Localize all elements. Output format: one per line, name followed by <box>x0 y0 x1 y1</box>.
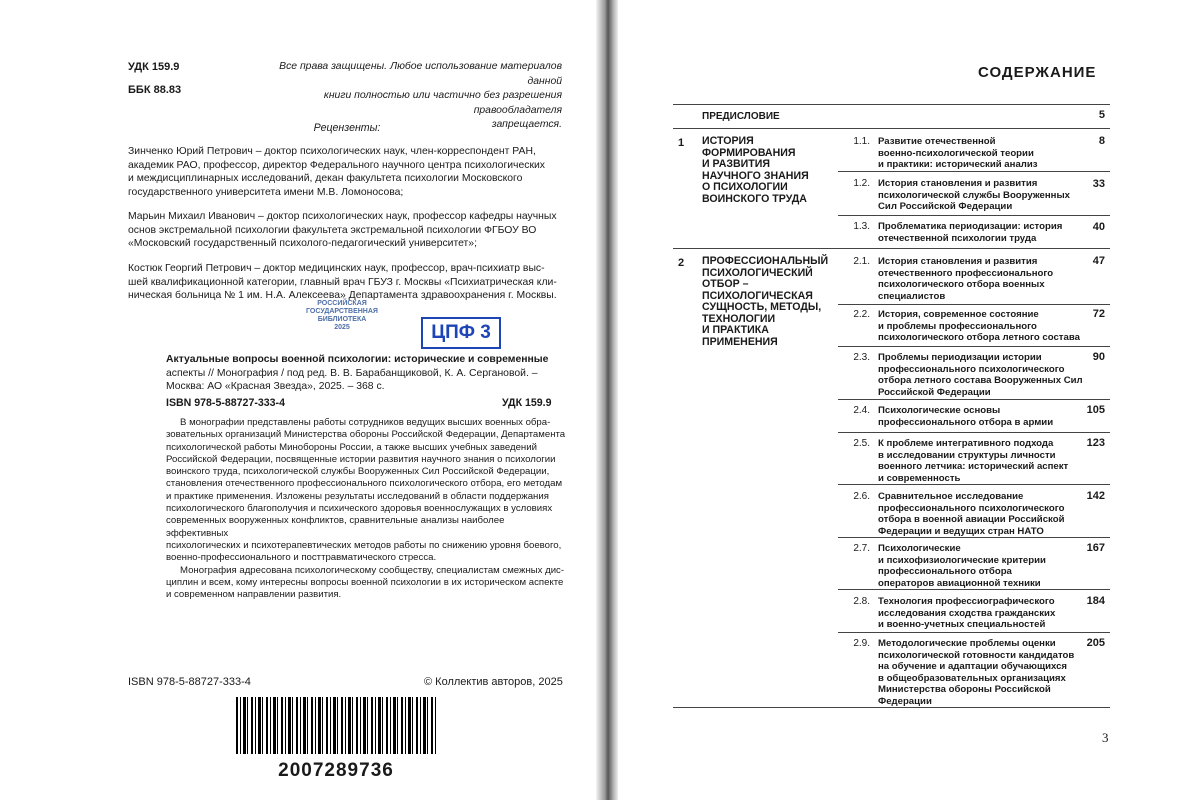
section-2-6-number: 2.6. <box>853 491 870 502</box>
cpf-stamp: ЦПФ 3 <box>421 317 501 349</box>
isbn-bold: ISBN 978-5-88727-333-4 <box>166 397 285 409</box>
reviewers-heading: Рецензенты: <box>313 122 381 134</box>
section-1-3-number: 1.3. <box>853 221 870 232</box>
section-2-7-page: 167 <box>1086 542 1105 554</box>
section-2-2-title: История, современное состояние и проблемы профессионального психологического отбора летного состава <box>878 309 1080 343</box>
rule-after-chapter-1 <box>673 248 1110 249</box>
section-1-1-number: 1.1. <box>853 136 870 147</box>
toc-bottom-rule <box>673 707 1110 708</box>
section-2-2-number: 2.2. <box>853 309 870 320</box>
bibliographic-record: Актуальные вопросы военной психологии: исторические и современные аспекты // Монография / под ред. В. В. Барабанщиковой, К. А. Сергановой. – Москва: АО «Красная Звезда», 2025. – 368 с. <box>166 354 549 393</box>
rule-after-preface <box>673 128 1110 129</box>
book-spine-gutter <box>596 0 618 800</box>
section-2-9-title: Методологические проблемы оценки психологической готовности кандидатов на обучение и адаптации обучающихся в общеобразовательных организациях Министерства обороны Российской Федерации <box>878 638 1075 707</box>
right-page <box>618 0 1138 800</box>
section-2-5-number: 2.5. <box>853 438 870 449</box>
section-1-3-page: 40 <box>1092 221 1105 233</box>
section-2-3-page: 90 <box>1092 351 1105 363</box>
section-2-6-page: 142 <box>1086 490 1105 502</box>
chapter-2-number: 2 <box>678 257 685 269</box>
rule-2-6 <box>838 537 1110 538</box>
rule-2-5 <box>838 484 1110 485</box>
rule-2-7 <box>838 589 1110 590</box>
rule-2-8 <box>838 632 1110 633</box>
library-stamp: РОССИЙСКАЯ ГОСУДАРСТВЕННАЯ БИБЛИОТЕКА 2025 <box>306 300 378 331</box>
toc-heading: СОДЕРЖАНИЕ <box>978 64 1097 81</box>
section-2-1-number: 2.1. <box>853 256 870 267</box>
isbn-footer: ISBN 978-5-88727-333-4 <box>128 676 251 688</box>
section-1-1-title: Развитие отечественной военно-психологической теории и практики: исторический анализ <box>878 136 1038 170</box>
copyright-footer: © Коллектив авторов, 2025 <box>424 676 563 688</box>
section-2-2-page: 72 <box>1092 308 1105 320</box>
barcode <box>236 697 436 754</box>
section-1-2-title: История становления и развития психологической службы Вооруженных Сил Российской Федерации <box>878 178 1070 212</box>
toc-preface-page: 5 <box>1098 109 1105 121</box>
reviewer-kostyuk: Костюк Георгий Петрович – доктор медицинских наук, профессор, врач-психиатр выс- шей квалификационной категории, главный врач ГБУЗ г. Москвы «Психиатрическая кли- ническая больница № 1 им. Н.А. Алексеева» Департамента здравоохранения г. Москвы. <box>128 263 557 302</box>
section-2-8-page: 184 <box>1086 595 1105 607</box>
section-2-6-title: Сравнительное исследование профессионального психологического отбора в военной авиации Российской Федерации и ведущих стран НАТО <box>878 491 1065 537</box>
section-2-3-number: 2.3. <box>853 352 870 363</box>
section-2-8-number: 2.8. <box>853 596 870 607</box>
section-1-2-number: 1.2. <box>853 178 870 189</box>
section-2-5-page: 123 <box>1086 437 1105 449</box>
reviewer-zinchenko: Зинченко Юрий Петрович – доктор психологических наук, член-корреспондент РАН, академик РАО, профессор, директор Федерального научного центра психологических и междисциплинарных исследований, декан факультета психологии Московского государственного университета имени М.В. Ломоносова; <box>128 146 545 198</box>
chapter-2-title: ПРОФЕССИОНАЛЬНЫЙ ПСИХОЛОГИЧЕСКИЙ ОТБОР – ПСИХОЛОГИЧЕСКАЯ СУЩНОСТЬ, МЕТОДЫ, ТЕХНОЛОГИИ И ПРАКТИКА ПРИМЕНЕНИЯ <box>702 255 829 348</box>
section-1-1-page: 8 <box>1098 135 1105 147</box>
toc-top-rule <box>673 104 1110 105</box>
abstract: В монографии представлены работы сотрудников ведущих высших военных обра- зовательных организаций Министерства обороны Российской Федерации, Департамента психологической работы Минобороны России, а также высших учебных заведений Российской Федерации, посвященные истории развития научного знания о психологии воинского труда, психологической службы Вооруженных Сил Российской Федерации, становления отечественного профессионального психологического отбора, его методам и практике применения. Изложены результаты исследований в области поддержания психологического благополучия и психического здоровья военнослужащих в условиях современных вооруженных конфликтов, сравнительные анализы наиболее эффективных психологических и психотерапевтических методов работы по снижению уровня боевого, военно-профессионального и посттравматического стресса. Монография адресована психологическому сообществу, специалистам смежных дис- циплин и всем, кому интересны вопросы военной психологии в их историческом аспекте и современном направлении развития. <box>166 417 566 601</box>
udk-right: УДК 159.9 <box>502 397 552 409</box>
chapter-1-title: ИСТОРИЯ ФОРМИРОВАНИЯ И РАЗВИТИЯ НАУЧНОГО ЗНАНИЯ О ПСИХОЛОГИИ ВОИНСКОГО ТРУДА <box>702 135 809 205</box>
reviewer-maryin: Марьин Михаил Иванович – доктор психологических наук, профессор кафедры научных основ экстремальной психологии факультета экстремальной психологии ФГБОУ ВО «Московский государственный психолого-педагогический университет»; <box>128 211 557 250</box>
barcode-number: 2007289736 <box>278 760 394 781</box>
rule-2-3 <box>838 399 1110 400</box>
chapter-1-number: 1 <box>678 137 685 149</box>
copyright-notice: Все права защищены. Любое использование материалов данной книги полностью или частично без разрешения правообладателя запрещается. <box>279 61 562 130</box>
section-2-8-title: Технология профессиографического исследования сходства гражданских и военно-учетных специальностей <box>878 596 1056 630</box>
section-2-5-title: К проблеме интегративного подхода в исследовании структуры личности военного летчика: исторический аспект и современность <box>878 438 1069 484</box>
section-2-3-title: Проблемы периодизации истории профессионального психологического отбора летного состава Вооруженных Сил Российской Федерации <box>878 352 1083 398</box>
section-2-4-title: Психологические основы профессионального отбора в армии <box>878 405 1054 428</box>
bbk-code: ББК 88.83 <box>128 84 182 96</box>
rule-1-2 <box>838 215 1110 216</box>
rule-2-4 <box>838 432 1110 433</box>
rule-2-1 <box>838 304 1110 305</box>
section-2-4-number: 2.4. <box>853 405 870 416</box>
left-page <box>62 0 600 800</box>
section-1-3-title: Проблематика периодизации: история отечественной психологии труда <box>878 221 1063 244</box>
section-2-1-title: История становления и развития отечественного профессионального психологического отбора военных специалистов <box>878 256 1054 302</box>
section-2-1-page: 47 <box>1092 255 1105 267</box>
page-folio: 3 <box>1102 730 1109 745</box>
toc-preface-title: ПРЕДИСЛОВИЕ <box>702 111 780 122</box>
section-2-7-number: 2.7. <box>853 543 870 554</box>
section-2-9-page: 205 <box>1086 637 1105 649</box>
section-2-7-title: Психологические и психофизиологические критерии профессионального отбора операторов авиационной техники <box>878 543 1046 589</box>
rule-1-1 <box>838 171 1110 172</box>
section-2-9-number: 2.9. <box>853 638 870 649</box>
udk-code: УДК 159.9 <box>128 61 180 73</box>
rule-2-2 <box>838 346 1110 347</box>
section-2-4-page: 105 <box>1086 404 1105 416</box>
section-1-2-page: 33 <box>1092 178 1105 190</box>
